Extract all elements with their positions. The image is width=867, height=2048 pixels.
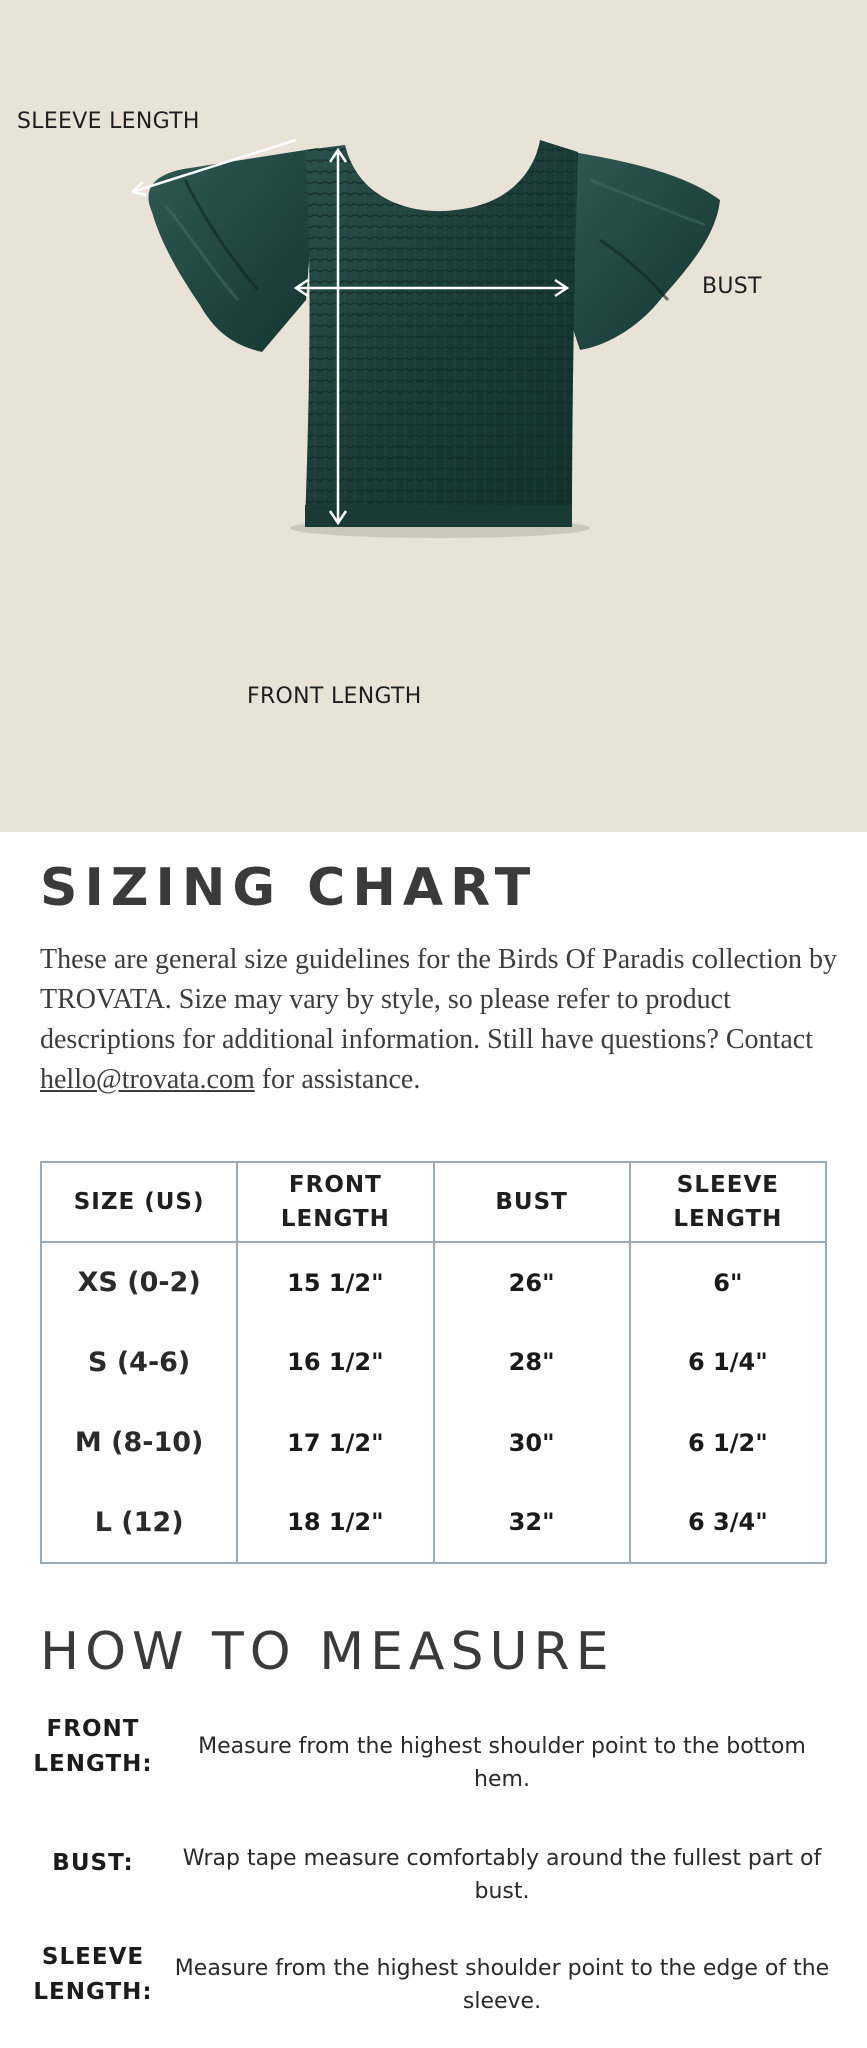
header-size: SIZE (US) bbox=[41, 1162, 237, 1242]
bust-label: BUST bbox=[702, 274, 762, 299]
front-length-cell: 18 1/2" bbox=[237, 1483, 433, 1563]
header-front-length: FRONT LENGTH bbox=[237, 1162, 433, 1242]
size-cell: XS (0-2) bbox=[41, 1242, 237, 1322]
hero-section bbox=[0, 0, 867, 832]
right-sleeve bbox=[560, 150, 720, 350]
sleeve-length-label: SLEEVE LENGTH bbox=[17, 109, 200, 134]
table-row bbox=[41, 1483, 826, 1563]
measure-description: Wrap tape measure comfortably around the fullest part of bust. bbox=[182, 1846, 822, 1904]
measure-term: FRONT LENGTH: bbox=[33, 1716, 153, 1777]
intro-text: These are general size guidelines for the Birds Of Paradis collection by TROVATA. Size may vary by style, so please refer to product descriptions for additional information. Still have questions? Contact bbox=[40, 944, 837, 1055]
sleeve-length-cell: 6 1/4" bbox=[630, 1322, 826, 1402]
sleeve-length-cell: 6" bbox=[630, 1242, 826, 1322]
table-row bbox=[41, 1403, 826, 1483]
table-header-row bbox=[41, 1162, 826, 1242]
bust-cell: 26" bbox=[434, 1242, 630, 1322]
front-length-cell: 16 1/2" bbox=[237, 1322, 433, 1402]
measure-term: SLEEVE LENGTH: bbox=[33, 1944, 153, 2005]
bust-cell: 28" bbox=[434, 1322, 630, 1402]
contact-email-link[interactable]: hello@trovata.com bbox=[40, 1064, 255, 1095]
header-sleeve-length: SLEEVE LENGTH bbox=[630, 1162, 826, 1242]
front-length-cell: 15 1/2" bbox=[237, 1242, 433, 1322]
intro-suffix: for assistance. bbox=[254, 1064, 421, 1095]
size-table bbox=[40, 1161, 827, 1564]
sizing-chart-title: SIZING CHART bbox=[40, 858, 538, 918]
size-cell: S (4-6) bbox=[41, 1322, 237, 1402]
size-cell: L (12) bbox=[41, 1483, 237, 1563]
table-row bbox=[41, 1242, 826, 1322]
size-cell: M (8-10) bbox=[41, 1403, 237, 1483]
bust-cell: 30" bbox=[434, 1403, 630, 1483]
bust-cell: 32" bbox=[434, 1483, 630, 1563]
how-to-measure-title: HOW TO MEASURE bbox=[40, 1622, 615, 1682]
table-row bbox=[41, 1322, 826, 1402]
measure-description: Measure from the highest shoulder point to the bottom hem. bbox=[198, 1734, 806, 1792]
front-length-label: FRONT LENGTH bbox=[247, 684, 422, 709]
header-bust: BUST bbox=[434, 1162, 630, 1242]
measure-description: Measure from the highest shoulder point to the edge of the sleeve. bbox=[174, 1956, 830, 2014]
measure-term: BUST: bbox=[52, 1850, 134, 1876]
intro-paragraph bbox=[40, 940, 840, 1100]
sleeve-length-cell: 6 1/2" bbox=[630, 1403, 826, 1483]
front-length-cell: 17 1/2" bbox=[237, 1403, 433, 1483]
sleeve-length-cell: 6 3/4" bbox=[630, 1483, 826, 1563]
